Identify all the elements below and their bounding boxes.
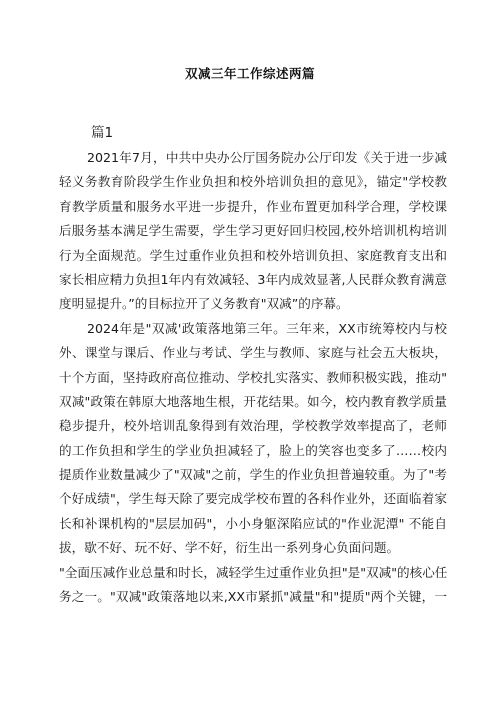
text-line: 双减"政策在韩原大地落地生根，开花结果。如今，校内教育教学质量 bbox=[59, 393, 447, 409]
text-line: 行为全面规范。学生过重作业负担和校外培训负担、家庭教育支出和 bbox=[59, 247, 447, 263]
text-line: 2024年是"双减'政策落地第三年。三年来，XX市统筹校内与校 bbox=[87, 320, 447, 336]
text-line: "全面压减作业总量和时长，减轻学生过重作业负担"是"双减"的核心任 bbox=[59, 564, 447, 580]
text-line: 度明显提升。”的目标拉开了义务教育"双减”的序幕。 bbox=[59, 296, 349, 312]
text-line: 长和补课机构的"层层加码"，小小身躯深陷应试的"作业泥潭" 不能自 bbox=[59, 515, 447, 531]
text-line: 2021年7月，中共中央办公厅国务院办公厅印发《关于进一步减 bbox=[87, 150, 447, 165]
text-line: 稳步提升，校外培训乱象得到有效治理，学校教学效率提高了，老师 bbox=[59, 418, 447, 434]
document-title: 双减三年工作综述两篇 bbox=[184, 66, 315, 81]
body-text bbox=[59, 146, 447, 609]
text-line: 务之一。"双减"政策落地以来,XX市紧抓"减量"和"提质"两个关键，一 bbox=[59, 589, 447, 605]
text-line: 外、课堂与课后、作业与考试、学生与教师、家庭与社会五大板块， bbox=[59, 345, 447, 361]
text-line: 后服务基本满足学生需要，学生学习更好回归校园,校外培训机构培训 bbox=[59, 223, 447, 239]
text-line: 轻义务教育阶段学生作业负担和校外培训负担的意见》，锚定"学校教 bbox=[59, 174, 447, 190]
text-line: 个好成绩"，学生每天除了要完成学校布置的各科作业外，还面临着家 bbox=[59, 491, 447, 507]
text-line: 十个方面，坚持政府高位推动、学校扎实落实、教师积极实践，推动" bbox=[59, 369, 447, 385]
text-line: 提质作业数量减少了"双减"之前，学生的作业负担普遍较重。为了"考 bbox=[59, 467, 447, 483]
text-line: 的工作负担和学生的学业负担减轻了，脸上的笑容也变多了……校内 bbox=[59, 442, 447, 458]
section-heading: 篇1 bbox=[91, 125, 114, 141]
text-line: 家长相应精力负担1年内有效减轻、3年内成效显著,人民群众教育满意 bbox=[59, 271, 447, 287]
text-line: 育教学质量和服务水平进一步提升，作业布置更加科学合理，学校课 bbox=[59, 198, 447, 214]
text-line: 拔，歇不好、玩不好、学不好，衍生出一系列身心负面问题。 bbox=[59, 540, 400, 556]
